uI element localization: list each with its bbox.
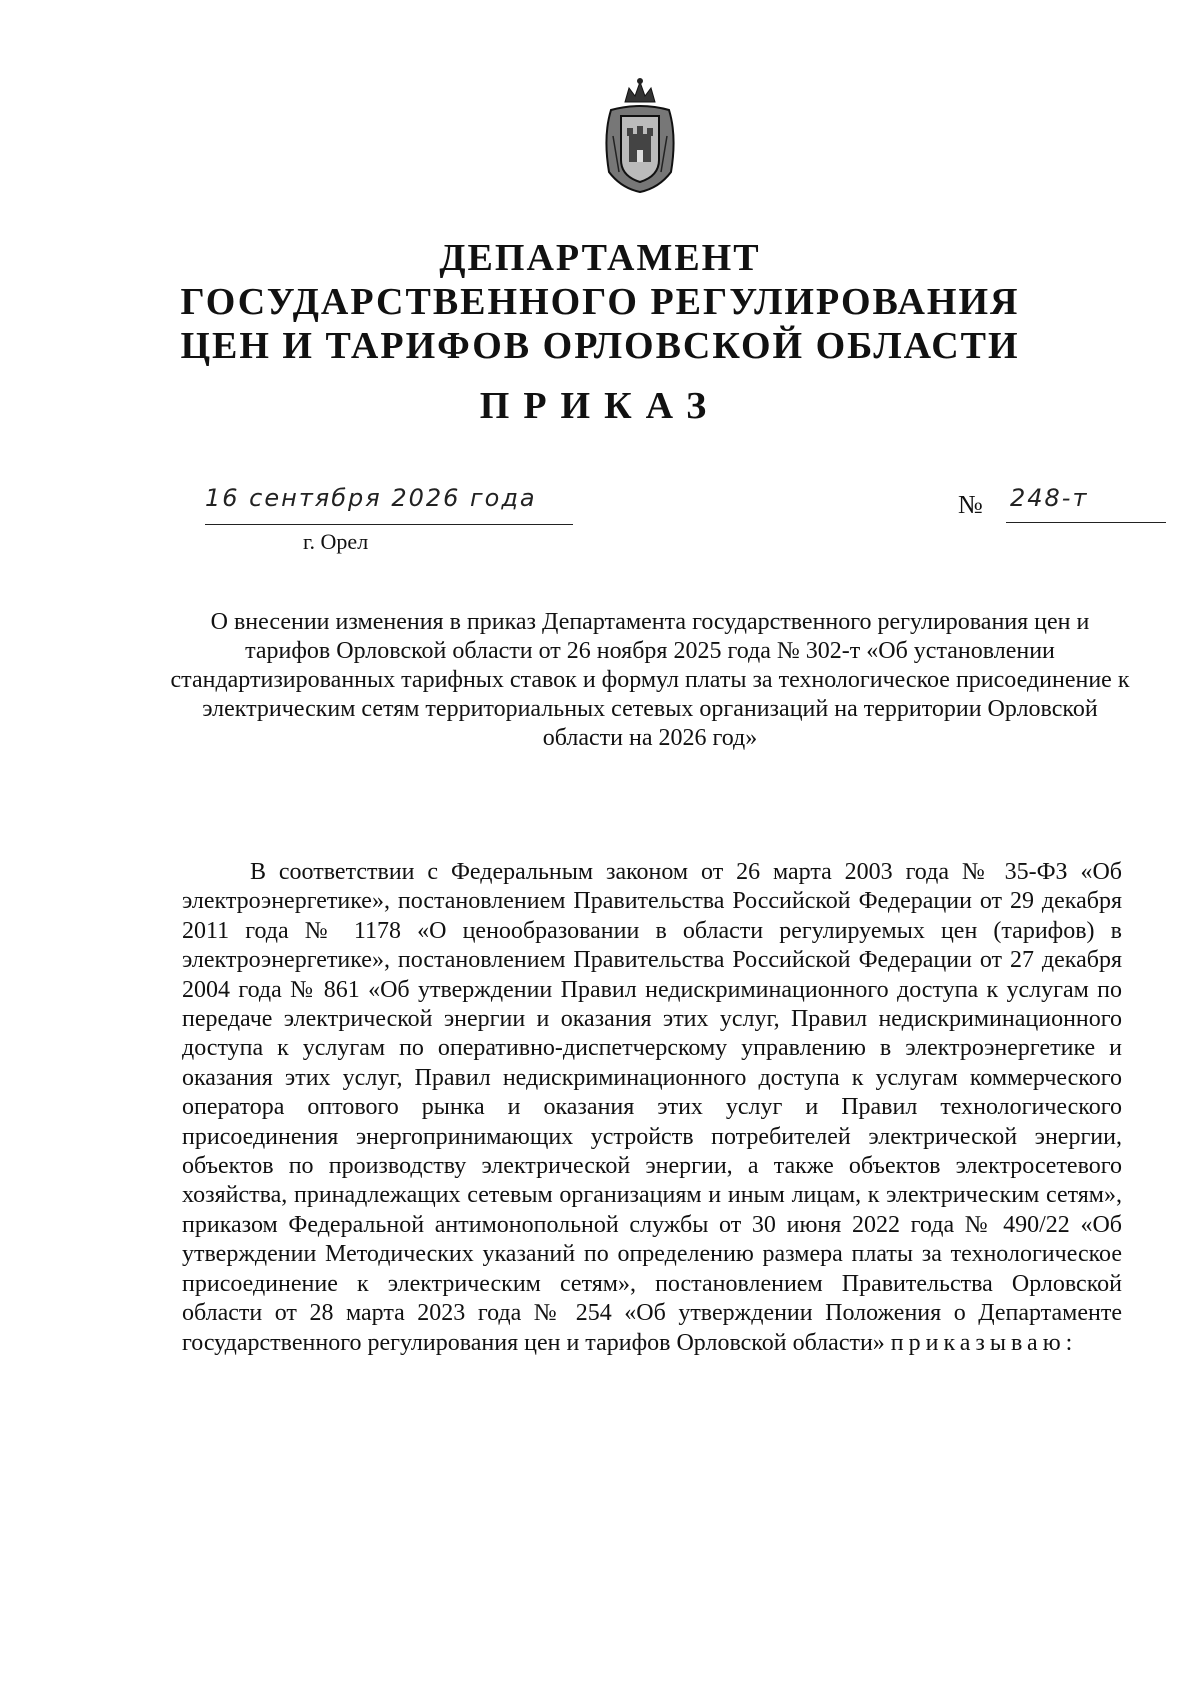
order-subject: О внесении изменения в приказ Департамента государственного регулирования цен и тарифов Орловской области от 26 ноября 2025 года № 302-т «Об установлении стандартизированных тарифных ставок и формул платы за технологическое присоединение к электрическим сетям территориальных сетевых организаций на территории Орловской области на 2026 год» (170, 609, 1130, 751)
handwritten-date: 16 сентября 2026 года (205, 484, 537, 512)
handwritten-number: 248-т (1010, 484, 1089, 512)
order-body (182, 858, 1122, 1358)
order-title: ПРИКАЗ (479, 385, 721, 427)
body-closing: приказываю: (890, 1329, 1078, 1356)
date-underline (205, 524, 573, 525)
header-line-1: ДЕПАРТАМЕНТ (439, 237, 761, 279)
header-line-3: ЦЕН И ТАРИФОВ ОРЛОВСКОЙ ОБЛАСТИ (180, 325, 1020, 367)
body-paragraph: В соответствии с Федеральным законом от 26 марта 2003 года № 35-ФЗ «Об электроэнергетике», постановлением Правительства Российской Федерации от 29 декабря 2011 года № 1178 «О ценообразовании в области регулируемых цен (тарифов) в электроэнергетике», постановлением Правительства Российской Федерации от 27 декабря 2004 года № 861 «Об утверждении Правил недискриминационного доступа к услугам по передаче электрической энергии и оказания этих услуг, Правил недискриминационного доступа к услугам по оперативно-диспетчерскому управлению в электроэнергетике и оказания этих услуг, Правил недискриминационного доступа к услугам коммерческого оператора оптового рынка и оказания этих услуг и Правил технологического присоединения энергопринимающих устройств потребителей электрической энергии, объектов по производству электрической энергии, а также объектов электросетевого хозяйства, принадлежащих сетевым организациям и иным лицам, к электрическим сетям», приказом Федеральной антимонопольной службы от 30 июня 2022 года № 490/22 «Об утверждении Методических указаний по определению размера платы за технологическое присоединение к электрическим сетям», постановлением Правительства Орловской области от 28 марта 2023 года № 254 «Об утверждении Положения о Департаменте государственного регулирования цен и тарифов Орловской области» (182, 859, 1122, 1356)
department-header (0, 236, 1200, 368)
header-line-2: ГОСУДАРСТВЕННОГО РЕГУЛИРОВАНИЯ (180, 281, 1020, 323)
number-underline (1006, 522, 1166, 523)
number-sign: № (958, 490, 983, 519)
city-label: г. Орел (303, 529, 369, 554)
order-date (205, 484, 573, 512)
coat-of-arms-emblem (597, 76, 683, 196)
